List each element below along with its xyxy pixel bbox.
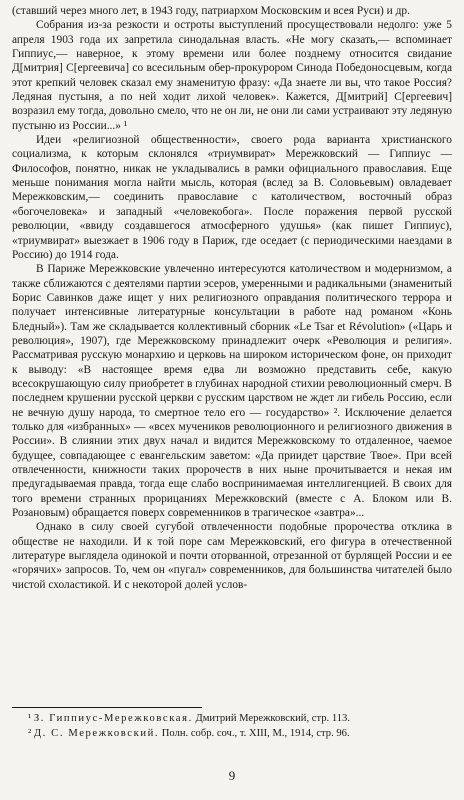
footnote-author: З. Гиппиус-Мережковская. — [33, 713, 193, 724]
page-number: 9 — [228, 768, 236, 783]
footnote-text: Дмитрий Мережковский, стр. 113. — [192, 713, 350, 724]
paragraph: Собрания из-за резкости и остроты выступлений просуществовали недолго: уже 5 апреля 1903 года их запретила синодальная власть. «Не могу сказать,— вспоминает Гиппиус,— наверное, к этому времени или более позднему относится свидание Д[митрия] С[ергеевича] со всесильным обер-прокурором Синода Победоносцевым, когда этот крепкий человек сказал ему знаменитую фразу: «Да знаете ли вы, что такое Россия? Ледяная пустыня, а по ней ходит лихой человек». Кажется, Д[митрий] С[ергеевич] возразил ему тогда, довольно смело, что не он ли, не они ли сами устраивают эту ледяную пустыню из России...» ¹ — [12, 19, 452, 132]
paragraph: В Париже Мережковские увлеченно интересуются католичеством и модернизмом, а также сближаются с деятелями партии эсеров, умеренными и радикальными (знаменитый Борис Савинков даже ищет у них религиозного оправдания политического террора и получает интенсивные литературные консультации в работе над романом «Конь Бледный»). Там же складывается коллективный сборник «Le Tsar et Révolution» («Царь и революция», 1907), где Мережковскому принадлежит очерк «Революция и религия». Рассматривая русскую монархию и церковь на широком историческом фоне, он приходит к выводу: «В настоящее время едва ли возможно представить себе, какую всесокрушающую силу приобретет в глубинах народной стихии революционный смерч. В последнем крушении русской церкви с русским царством не ждет ли гибель Россию, если не вечную душу народа, то смертное тело его — государство» ². Исключение делается только для «избранных» — «всех мучеников революционного и религиозного движения в России». В слиянии этих двух начал и видится Мережковскому то отдаленное, чаемое будущее, совпадающее с евангельским заветом: «Да приидет царствие Твое». При всей отвлеченности, книжности таких пророчеств в них ныне прочитывается и некая им предугадываемая правда, тогда еще слабо воспринимаемая интеллигенцией. В своих для того времени странных прорицаниях Мережковский (вместе с А. Блоком или В. Розановым) обращается поверх современников в трагическое «завтра»... — [12, 263, 452, 520]
main-text — [12, 4, 452, 592]
footnote-text: Полн. собр. соч., т. XIII, М., 1914, стр. 96. — [159, 728, 350, 739]
footnote — [12, 712, 452, 725]
footnote — [12, 727, 452, 740]
paragraph: (ставший через много лет, в 1943 году, патриархом Московским и всея Руси) и др. — [12, 5, 410, 17]
footnote-number: ² — [28, 728, 32, 739]
footnote-author: Д. С. Мережковский. — [33, 728, 160, 739]
footnote-rule — [12, 707, 202, 708]
footnotes — [12, 712, 452, 740]
footnote-number: ¹ — [28, 713, 32, 724]
paragraph: Однако в силу своей сугубой отвлеченности подобные пророчества отклика в обществе не находили. И к той поре сам Мережковский, его фигура в отечественной литературе выглядела одинокой и почти оторванной, отрезанной от бурлящей России и ее «горячих» запросов. То, чем он «пугал» современников, для большинства читателей было чистой схоластикой. И с некоторой долей услов- — [12, 521, 452, 591]
paragraph: Идеи «религиозной общественности», своего рода варианта христианского социализма, к которым склонялся «триумвират» Мережковский — Гиппиус — Философов, понятно, никак не укладывались в рамки официального православия. Еще меньше понимания могла найти мысль, которая (вслед за В. Соловьевым) овладевает Мережковским,— соединить православие с католичеством, восточный образ «богочеловека» и западный «человекобога». После поражения первой русской революции, «ввиду создавшегося атмосферного удушья» (как пишет Гиппиус), «триумвират» выезжает в 1906 году в Париж, где оседает (с периодическими наездами в Россию) до 1914 года. — [12, 134, 452, 261]
